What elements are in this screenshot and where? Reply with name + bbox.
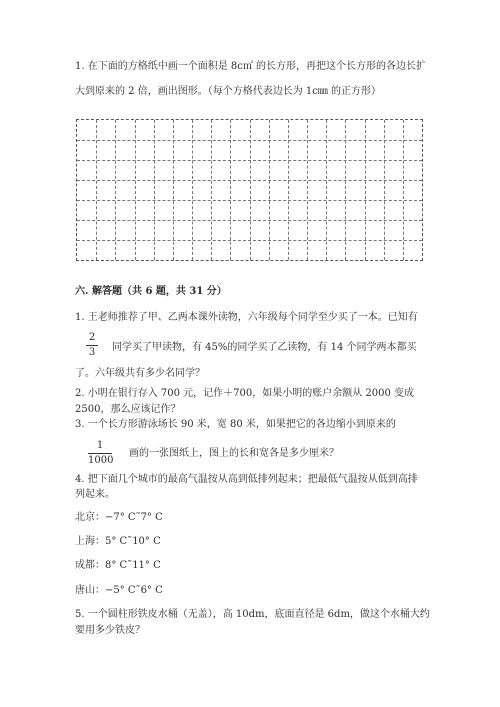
city-tangshan: 唐山：−5° C˜6° C: [75, 585, 163, 596]
grid-line-vertical: [307, 120, 308, 260]
city-shanghai: 上海：5° C˜10° C: [75, 536, 161, 547]
fraction-bar: [88, 453, 112, 454]
fraction-numerator: 2: [88, 332, 96, 343]
city-beijing: 北京：−7° C˜7° C: [75, 512, 163, 523]
grid-line-horizontal: [77, 180, 422, 181]
grid-line-vertical: [384, 120, 385, 260]
q1-line-1: 1. 在下面的方格纸中画一个面积是 8c㎡ 的长方形，再把这个长方形的各边长扩: [75, 61, 427, 72]
fraction-one-thousandth: [88, 440, 112, 467]
fraction-denominator: 1000: [88, 455, 114, 466]
grid-line-horizontal: [77, 160, 422, 161]
grid-line-vertical: [365, 120, 366, 260]
fraction-denominator: 3: [88, 347, 96, 358]
grid-line-vertical: [135, 120, 136, 260]
city-chengdu: 成都：8° C˜11° C: [75, 560, 161, 571]
grid-line-vertical: [154, 120, 155, 260]
grid-line-vertical: [173, 120, 174, 260]
grid-line-horizontal: [77, 240, 422, 241]
section-title: 六. 解答题（共 6 题，共 31 分）: [75, 286, 227, 297]
fraction-numerator: 1: [96, 440, 104, 451]
problem-4-line-1: 4. 把下面几个城市的最高气温按从高到低排列起来；把最低气温按从低到高排: [75, 474, 418, 485]
grid-line-vertical: [250, 120, 251, 260]
grid-line-vertical: [403, 120, 404, 260]
fraction-two-thirds: [86, 332, 98, 359]
problem-4-line-2: 列起来。: [75, 489, 115, 500]
problem-5-line-1: 5. 一个圆柱形铁皮水桶（无盖），高 10dm，底面直径是 6dm，做这个水桶大约: [75, 609, 430, 620]
grid-line-vertical: [345, 120, 346, 260]
grid-line-vertical: [288, 120, 289, 260]
grid-line-horizontal: [77, 200, 422, 201]
problem-1-line-1: 1. 王老师推荐了甲、乙两本课外读物，六年级每个同学至少买了一本。已知有: [75, 312, 418, 323]
problem-2-line-2: 2500，那么应该记作？: [75, 404, 181, 415]
problem-2-line-1: 2. 小明在银行存入 700 元，记作＋700，如果小明的账户余额从 2000 变成: [75, 388, 415, 399]
problem-1-line-2: 同学买了甲读物，有 45%的同学买了乙读物，有 14 个同学两本都买: [112, 342, 417, 353]
grid-line-vertical: [115, 120, 116, 260]
grid-line-vertical: [326, 120, 327, 260]
square-grid-paper: [76, 119, 423, 261]
problem-5-line-2: 要用多少铁皮？: [75, 625, 145, 636]
grid-line-horizontal: [77, 220, 422, 221]
grid-line-vertical: [192, 120, 193, 260]
grid-line-vertical: [230, 120, 231, 260]
q1-line-2: 大到原来的 2 倍，画出图形。（每个方格代表边长为 1c㎜ 的正方形）: [75, 86, 382, 97]
fraction-bar: [86, 345, 98, 346]
grid-line-vertical: [96, 120, 97, 260]
problem-1-line-3: 了。六年级共有多少名同学？: [75, 368, 205, 379]
problem-3-line-1: 3. 一个长方形游泳场长 90 米，宽 80 米，如果把它的各边缩小到原来的: [75, 419, 396, 430]
grid-line-vertical: [269, 120, 270, 260]
problem-3-line-2: 画的一张图纸上，图上的长和宽各是多少厘米？: [129, 448, 339, 459]
grid-line-horizontal: [77, 140, 422, 141]
grid-line-vertical: [211, 120, 212, 260]
